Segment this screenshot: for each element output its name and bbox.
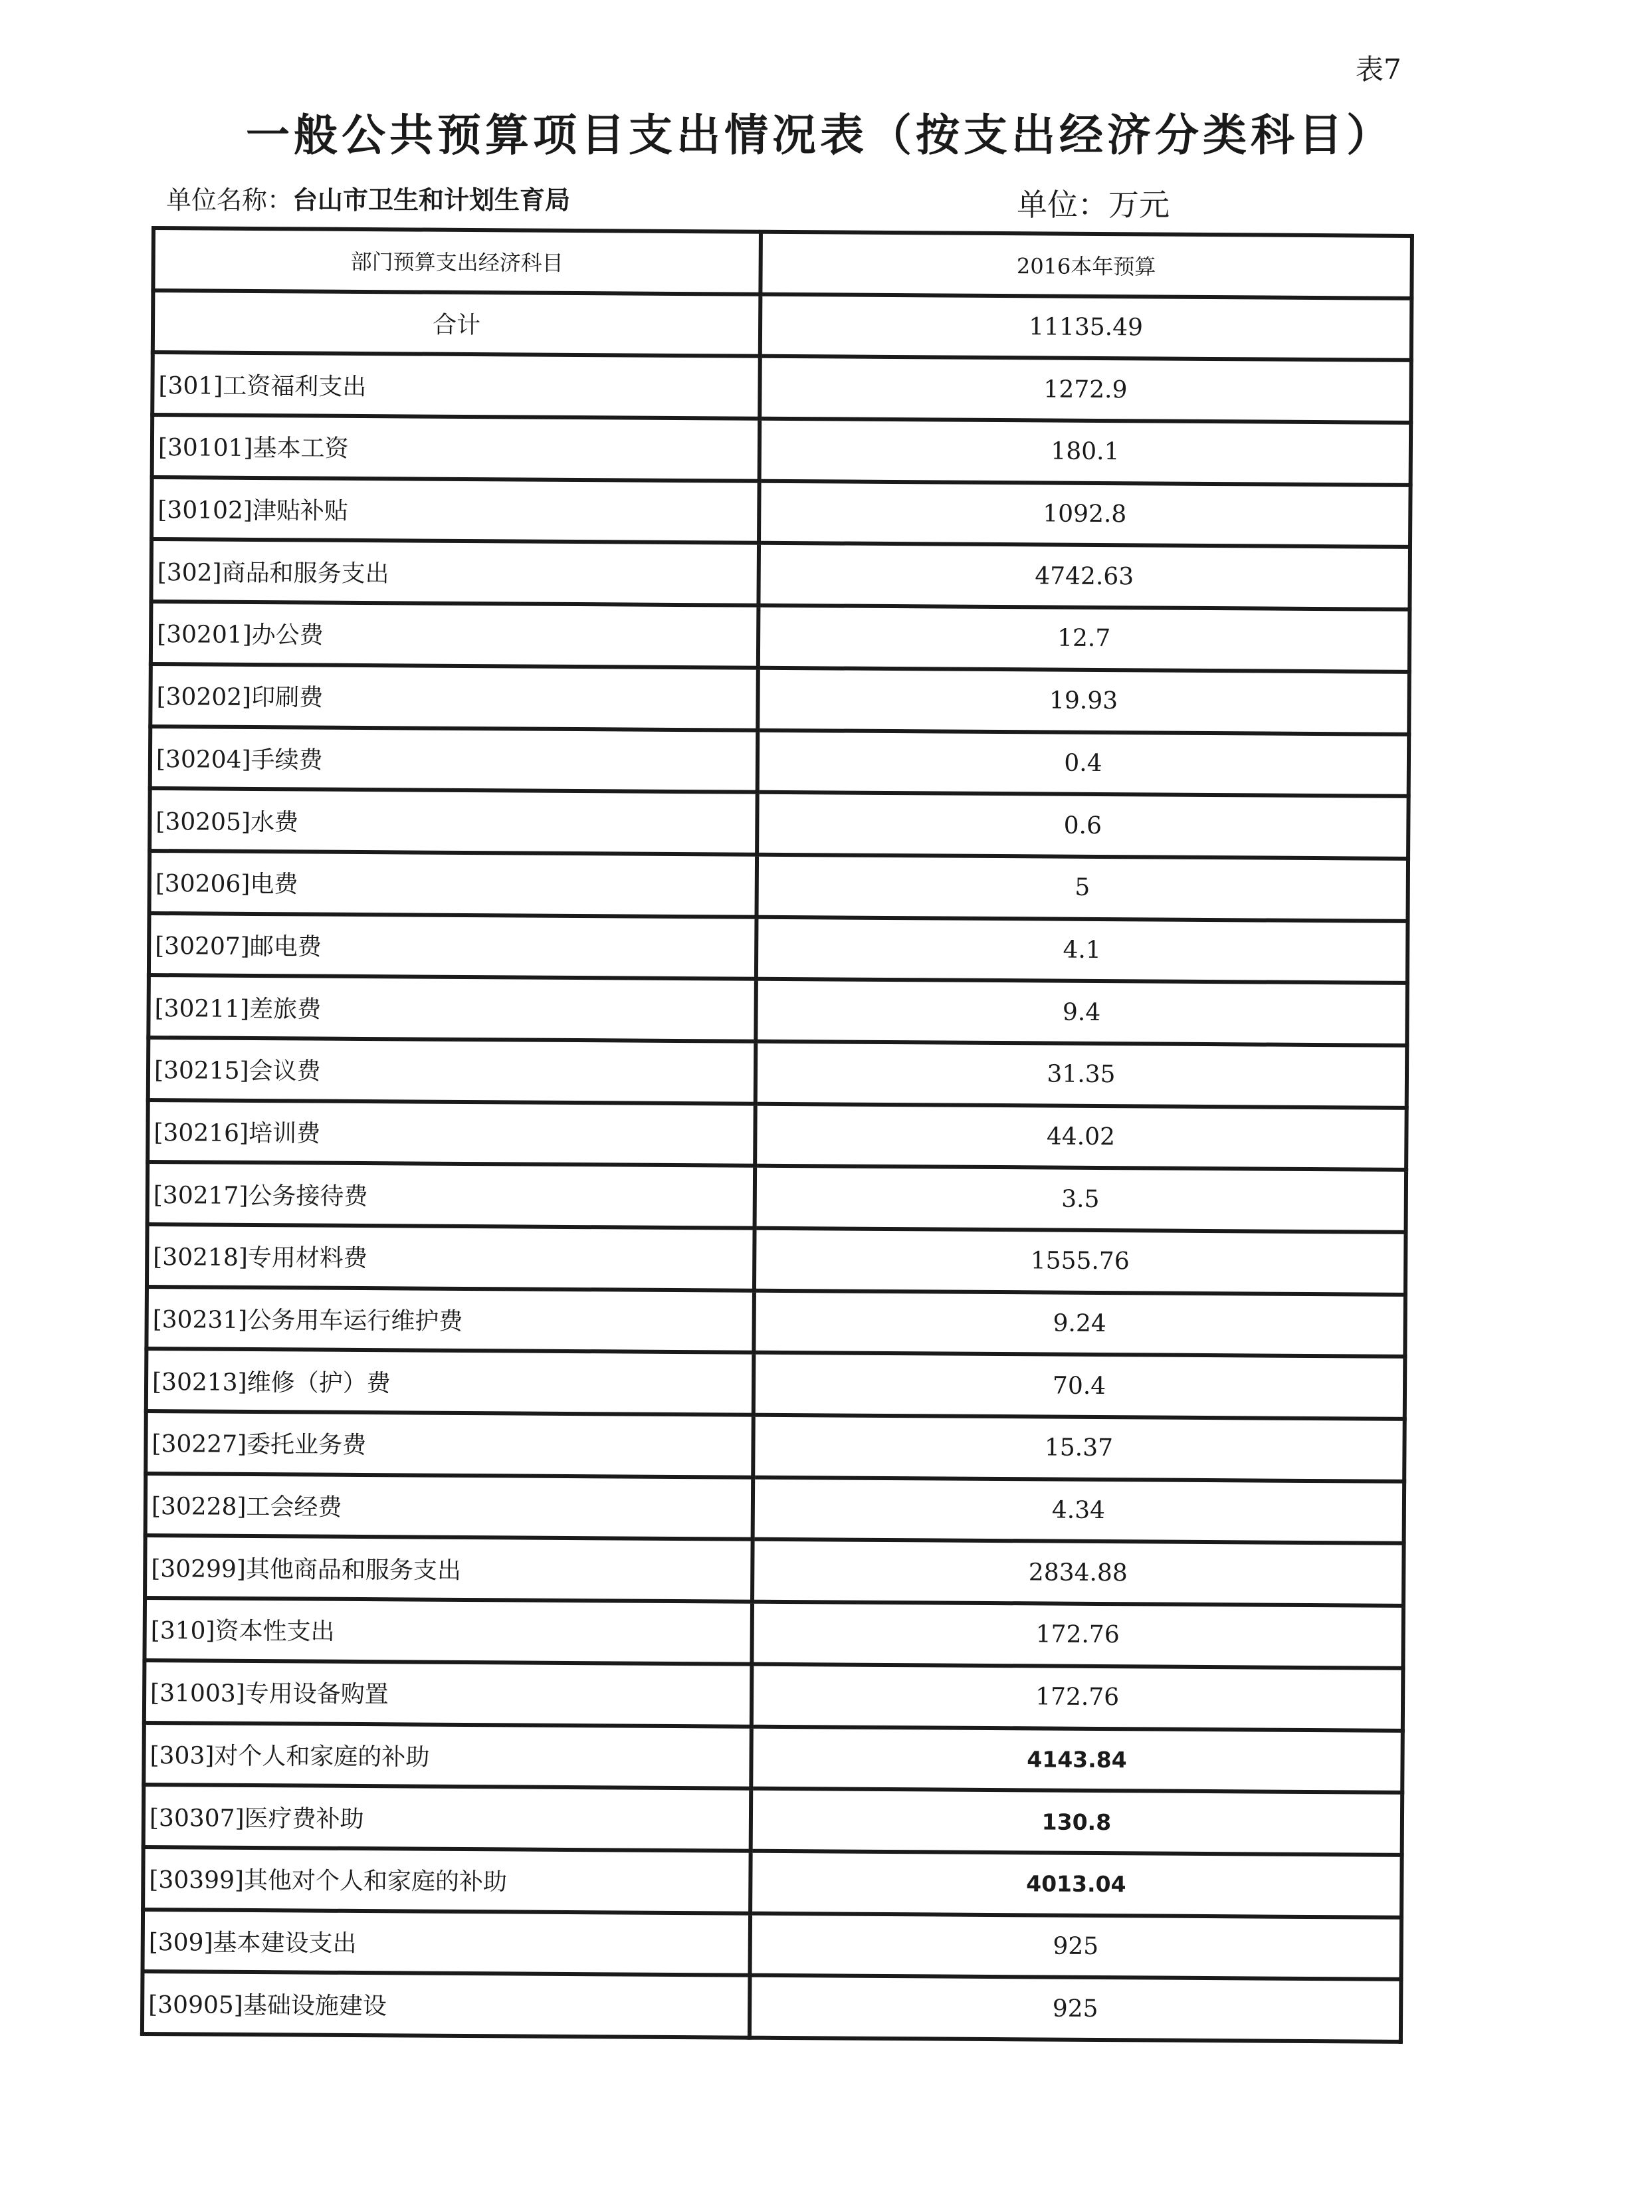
table-row	[150, 664, 1409, 734]
table-row	[143, 1847, 1402, 1918]
table-row	[149, 913, 1408, 984]
row-name: [30211]差旅费	[148, 975, 756, 1041]
row-name: [30216]培训费	[148, 1100, 756, 1166]
row-value: 172.76	[752, 1664, 1403, 1731]
row-value: 0.6	[757, 792, 1409, 859]
row-value: 4.34	[753, 1477, 1405, 1543]
unit-name-line	[166, 179, 570, 216]
header-budget: 2016本年预算	[760, 232, 1412, 298]
row-value: 70.4	[754, 1353, 1405, 1419]
table-row	[148, 1038, 1407, 1108]
row-value: 4013.04	[750, 1851, 1402, 1918]
table-row	[142, 1910, 1401, 1980]
table-row	[152, 415, 1411, 485]
row-name: [30213]维修（护）费	[146, 1349, 754, 1414]
row-name: [30206]电费	[150, 851, 758, 917]
row-name: [30215]会议费	[148, 1038, 756, 1103]
row-value: 12.7	[758, 606, 1410, 672]
row-value: 9.4	[756, 979, 1407, 1046]
budget-table	[140, 226, 1414, 2044]
row-name: [30299]其他商品和服务支出	[145, 1535, 753, 1601]
row-value: 1272.9	[760, 356, 1411, 423]
table-row	[146, 1287, 1405, 1357]
row-name: [30228]工会经费	[146, 1474, 754, 1539]
row-name: [310]资本性支出	[144, 1598, 752, 1664]
row-value: 9.24	[754, 1290, 1405, 1357]
table-row	[146, 1411, 1405, 1482]
row-name: [30399]其他对个人和家庭的补助	[143, 1847, 751, 1913]
row-value: 19.93	[758, 668, 1409, 734]
table-number: 表7	[1356, 53, 1401, 86]
row-value: 44.02	[755, 1103, 1407, 1170]
unit-of-measure: 单位：万元	[1017, 187, 1170, 223]
table-row	[152, 352, 1411, 423]
table-row	[145, 1535, 1404, 1606]
table-row	[151, 539, 1410, 609]
row-name: [30205]水费	[150, 788, 758, 854]
row-value: 4143.84	[751, 1726, 1403, 1793]
table-row	[148, 1100, 1407, 1170]
table-row	[144, 1660, 1403, 1731]
unit-name-value: 台山市卫生和计划生育局	[292, 185, 571, 215]
row-value: 15.37	[753, 1415, 1405, 1482]
row-name: [30905]基础设施建设	[142, 1971, 750, 2037]
row-name: [30218]专用材料费	[147, 1224, 755, 1290]
row-name: [30201]办公费	[151, 602, 759, 667]
table-row	[147, 1224, 1406, 1295]
row-name: [30217]公务接待费	[148, 1162, 756, 1228]
row-name: [303]对个人和家庭的补助	[144, 1722, 752, 1788]
table-row	[146, 1474, 1405, 1544]
document-title: 一般公共预算项目支出情况表（按支出经济分类科目）	[246, 110, 1394, 161]
row-value: 180.1	[760, 419, 1411, 485]
row-value: 925	[750, 1975, 1401, 2042]
table-row	[151, 602, 1410, 672]
row-value: 3.5	[755, 1166, 1407, 1232]
row-value: 1092.8	[759, 481, 1411, 548]
row-value: 4742.63	[758, 543, 1410, 609]
table-row	[144, 1598, 1403, 1668]
row-value: 1555.76	[754, 1228, 1406, 1295]
row-name: [31003]专用设备购置	[144, 1660, 752, 1726]
table-row	[150, 726, 1409, 797]
row-value: 925	[750, 1913, 1401, 1979]
row-name: [30227]委托业务费	[146, 1411, 754, 1477]
row-name: 合计	[153, 290, 761, 356]
table-row	[152, 477, 1411, 548]
row-value: 2834.88	[752, 1539, 1404, 1606]
row-name: [30202]印刷费	[150, 664, 758, 730]
table-row	[142, 1971, 1401, 2042]
table-row	[148, 975, 1407, 1046]
row-name: [302]商品和服务支出	[151, 539, 759, 605]
row-value: 4.1	[756, 917, 1408, 983]
unit-name-label: 单位名称：	[166, 185, 293, 215]
row-name: [309]基本建设支出	[142, 1910, 750, 1975]
table-row-total	[153, 290, 1412, 361]
row-name: [30307]医疗费补助	[144, 1785, 752, 1850]
row-value: 31.35	[756, 1042, 1407, 1108]
table-row	[144, 1785, 1403, 1855]
table-header-row	[153, 228, 1412, 298]
table-row	[148, 1162, 1407, 1232]
row-name: [30207]邮电费	[149, 913, 757, 979]
row-name: [30204]手续费	[150, 726, 758, 792]
row-name: [301]工资福利支出	[152, 352, 760, 418]
header-category: 部门预算支出经济科目	[153, 228, 761, 294]
row-name: [30102]津贴补贴	[152, 477, 760, 543]
row-value: 130.8	[751, 1789, 1403, 1855]
row-value: 5	[756, 855, 1408, 921]
table-row	[144, 1722, 1403, 1793]
table-row	[150, 788, 1409, 859]
row-value: 11135.49	[760, 294, 1412, 360]
table-row	[146, 1349, 1405, 1419]
row-name: [30101]基本工资	[152, 415, 760, 481]
row-value: 172.76	[752, 1602, 1403, 1668]
row-value: 0.4	[758, 730, 1409, 796]
row-name: [30231]公务用车运行维护费	[146, 1287, 754, 1353]
table-row	[150, 851, 1409, 921]
